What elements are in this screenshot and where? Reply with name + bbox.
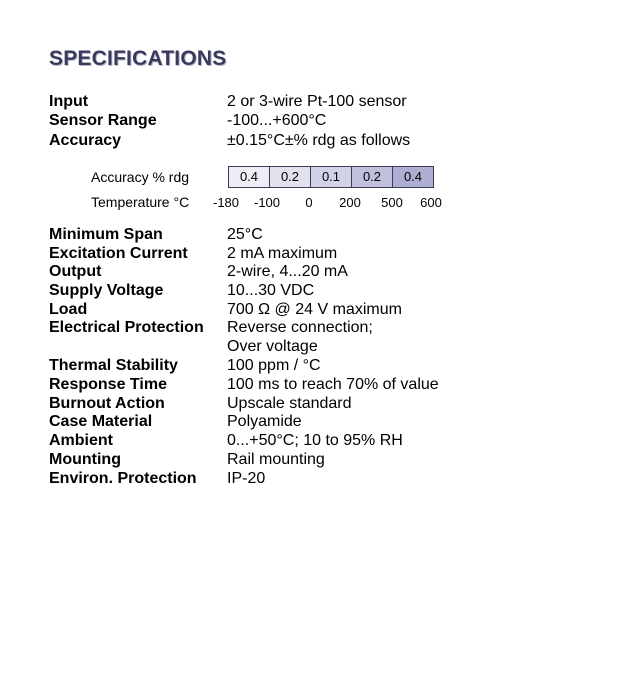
spec-value: ±0.15°C±% rdg as follows — [227, 132, 411, 149]
spec-row-supply-voltage — [49, 281, 569, 300]
spec-label: Input — [49, 93, 89, 110]
spec-label: Sensor Range — [49, 112, 157, 129]
spec-value: 100 ms to reach 70% of value — [227, 376, 439, 393]
spec-row-input — [49, 92, 569, 111]
spec-row-electrical-protection — [49, 318, 569, 337]
spec-label: Supply Voltage — [49, 282, 164, 299]
temperature-tick: -100 — [253, 195, 281, 210]
spec-value: Reverse connection; — [227, 319, 373, 336]
spec-label: Case Material — [49, 413, 153, 430]
spec-row-excitation-current — [49, 244, 569, 263]
accuracy-cell: 0.4 — [392, 167, 433, 187]
accuracy-cell: 0.4 — [229, 167, 269, 187]
spec-value: Upscale standard — [227, 395, 352, 412]
accuracy-cell: 0.2 — [269, 167, 310, 187]
spec-value: 25°C — [227, 226, 263, 243]
spec-row-output — [49, 262, 569, 281]
spec-value: 700 Ω @ 24 V maximum — [227, 301, 402, 318]
spec-label: Output — [49, 263, 102, 280]
temperature-tick: 500 — [381, 195, 403, 210]
spec-row-thermal-stability — [49, 356, 569, 375]
spec-row-mounting — [49, 450, 569, 469]
spec-value: IP-20 — [227, 470, 266, 487]
spec-value: 2 or 3-wire Pt-100 sensor — [227, 93, 407, 110]
spec-value: 100 ppm / °C — [227, 357, 321, 374]
spec-row-response-time — [49, 375, 569, 394]
spec-value: Polyamide — [227, 413, 302, 430]
spec-label: Load — [49, 301, 88, 318]
spec-label: Accuracy — [49, 132, 122, 149]
spec-row-load — [49, 300, 569, 319]
spec-value: 0...+50°C; 10 to 95% RH — [227, 432, 403, 449]
temperature-tick: 200 — [339, 195, 361, 210]
spec-value: 2-wire, 4...20 mA — [227, 263, 348, 280]
spec-row-sensor-range — [49, 111, 569, 130]
spec-label: Thermal Stability — [49, 357, 178, 374]
spec-label: Response Time — [49, 376, 167, 393]
spec-label: Excitation Current — [49, 245, 188, 262]
spec-row-accuracy — [49, 131, 569, 150]
spec-row-environ-protection — [49, 469, 569, 488]
accuracy-row-label: Accuracy % rdg — [91, 169, 190, 185]
temperature-tick: -180 — [212, 195, 240, 210]
spec-value: 2 mA maximum — [227, 245, 338, 262]
temperature-tick: 600 — [420, 195, 442, 210]
spec-label: Environ. Protection — [49, 470, 197, 487]
spec-label: Minimum Span — [49, 226, 163, 243]
accuracy-table — [228, 166, 434, 188]
spec-label: Burnout Action — [49, 395, 165, 412]
spec-row-case-material — [49, 412, 569, 431]
temperature-tick: 0 — [305, 195, 313, 210]
spec-value: 10...30 VDC — [227, 282, 315, 299]
page-title: SPECIFICATIONS — [49, 47, 227, 70]
spec-label: Mounting — [49, 451, 121, 468]
spec-label: Electrical Protection — [49, 319, 204, 336]
spec-row-minimum-span — [49, 225, 569, 244]
spec-value: -100...+600°C — [227, 112, 327, 129]
spec-label: Ambient — [49, 432, 113, 449]
spec-row-ambient — [49, 431, 569, 450]
spec-row-burnout-action — [49, 394, 569, 413]
spec-row-electrical-protection-cont — [49, 337, 569, 356]
spec-value: Rail mounting — [227, 451, 325, 468]
spec-value: Over voltage — [227, 338, 318, 355]
temperature-row-label: Temperature °C — [91, 194, 190, 210]
accuracy-cell: 0.2 — [351, 167, 392, 187]
accuracy-cell: 0.1 — [310, 167, 351, 187]
